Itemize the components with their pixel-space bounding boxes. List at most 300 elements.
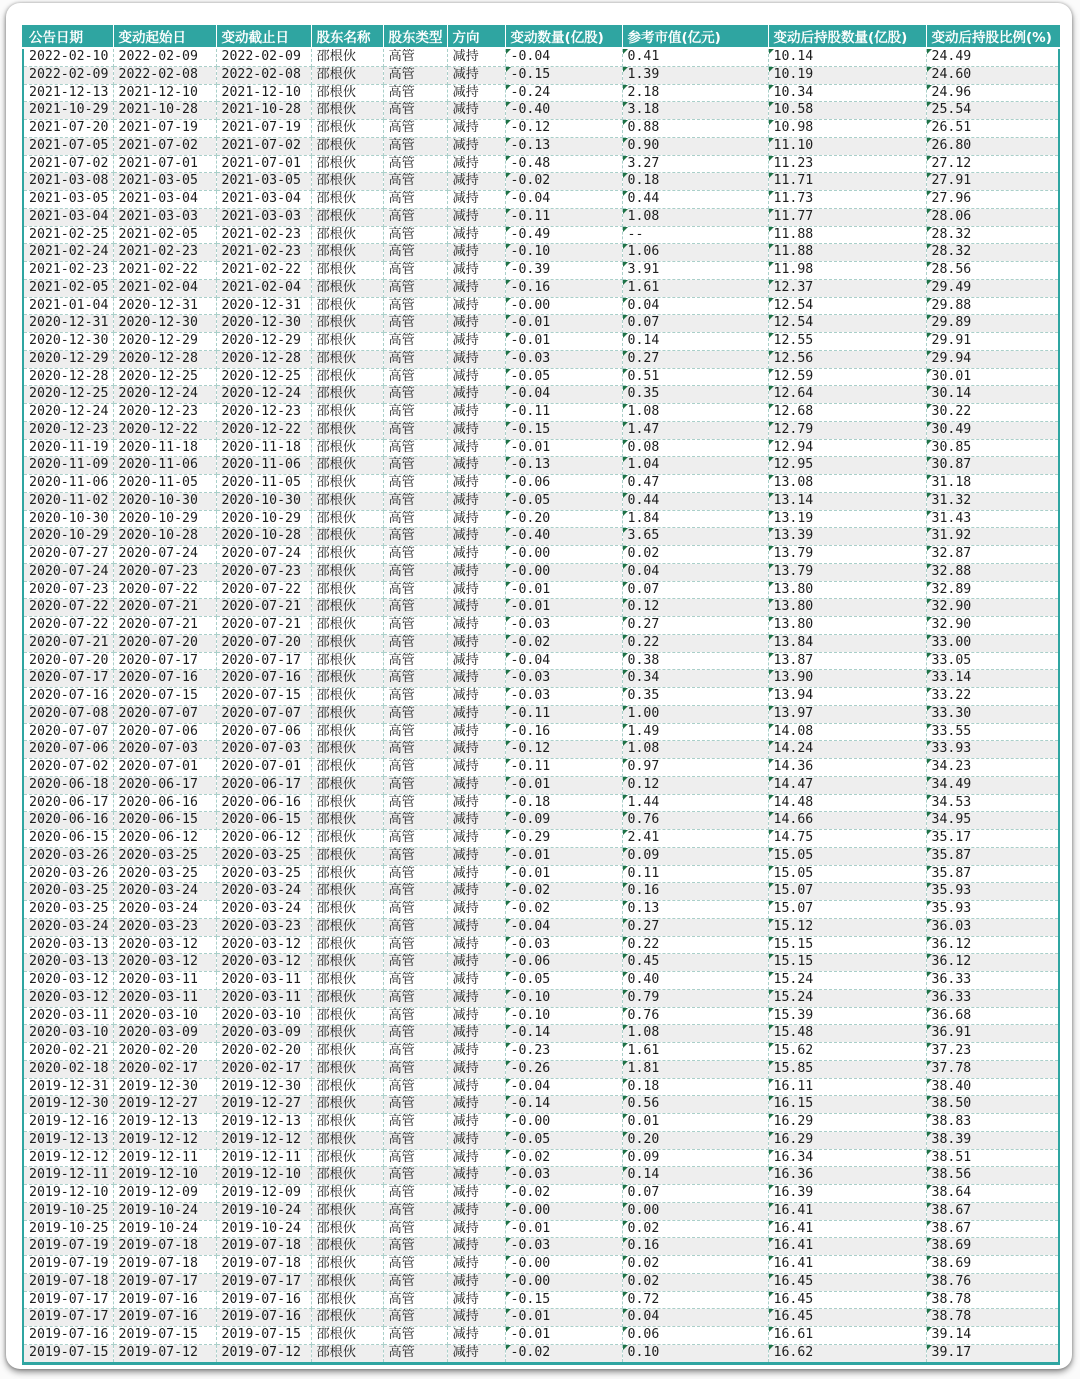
cell-value: 12.64 xyxy=(773,386,814,402)
green-triangle-icon xyxy=(769,369,774,374)
cell xyxy=(447,155,505,173)
cell-value: 高管 xyxy=(388,599,415,615)
cell xyxy=(311,563,383,581)
green-triangle-icon xyxy=(769,280,774,285)
cell-value: 减持 xyxy=(452,599,479,615)
cell-value: 0.27 xyxy=(627,350,660,366)
cell-value: 高管 xyxy=(388,546,415,561)
column-header-4[interactable]: 股东类型 xyxy=(383,25,447,48)
cell-value: 38.78 xyxy=(931,1291,972,1307)
cell xyxy=(622,563,768,581)
cell-value: 2020-03-25 xyxy=(118,865,198,881)
cell xyxy=(447,1043,505,1061)
cell-value: 邵根伙 xyxy=(316,652,357,668)
cell xyxy=(23,120,113,138)
cell xyxy=(113,386,216,404)
cell xyxy=(926,48,1059,66)
cell xyxy=(113,66,216,84)
cell-value: -0.09 xyxy=(510,812,551,828)
green-triangle-icon xyxy=(623,280,628,285)
cell xyxy=(505,741,622,759)
cell xyxy=(383,421,447,439)
cell-value: 2020-11-06 xyxy=(118,457,198,473)
cell-value: 减持 xyxy=(452,1291,479,1307)
cell xyxy=(23,1096,113,1114)
cell-value: 2021-12-10 xyxy=(118,84,198,100)
cell-value: 11.10 xyxy=(773,137,814,153)
cell xyxy=(113,688,216,706)
cell xyxy=(447,262,505,280)
cell xyxy=(113,1167,216,1185)
green-triangle-icon xyxy=(769,493,774,498)
cell-value: 2020-12-24 xyxy=(29,404,109,419)
cell xyxy=(622,475,768,493)
cell xyxy=(216,1327,311,1345)
cell xyxy=(311,475,383,493)
cell xyxy=(383,475,447,493)
cell-value: 24.60 xyxy=(931,66,972,82)
cell-value: -0.05 xyxy=(510,1131,551,1147)
cell xyxy=(216,1256,311,1274)
cell xyxy=(216,48,311,66)
green-triangle-icon xyxy=(927,1327,932,1332)
cell xyxy=(505,546,622,564)
cell xyxy=(505,1220,622,1238)
table-row xyxy=(23,1043,1059,1061)
cell-value: 邵根伙 xyxy=(316,386,357,402)
cell xyxy=(383,137,447,155)
cell-value: 高管 xyxy=(388,404,415,419)
cell xyxy=(216,404,311,422)
cell xyxy=(311,1114,383,1132)
green-triangle-icon xyxy=(506,795,511,800)
cell-value: 高管 xyxy=(388,865,415,881)
cell xyxy=(622,1309,768,1327)
cell xyxy=(768,510,926,528)
cell xyxy=(926,1309,1059,1327)
cell xyxy=(447,759,505,777)
cell xyxy=(926,1131,1059,1149)
cell xyxy=(311,812,383,830)
table-row xyxy=(23,1060,1059,1078)
cell-value: 2020-03-24 xyxy=(221,901,301,916)
green-triangle-icon xyxy=(623,298,628,303)
green-triangle-icon xyxy=(623,1043,628,1048)
cell xyxy=(113,670,216,688)
table-row xyxy=(23,918,1059,936)
cell-value: 33.00 xyxy=(931,634,972,650)
green-triangle-icon xyxy=(927,919,932,924)
cell-value: 2019-12-13 xyxy=(118,1114,198,1129)
cell-value: 0.13 xyxy=(627,901,660,916)
green-triangle-icon xyxy=(769,262,774,267)
cell-value: 2019-12-09 xyxy=(221,1185,301,1200)
cell xyxy=(505,226,622,244)
cell xyxy=(447,599,505,617)
cell-value: 2020-12-25 xyxy=(221,368,301,384)
cell xyxy=(768,1185,926,1203)
cell xyxy=(505,1167,622,1185)
cell xyxy=(216,1078,311,1096)
cell xyxy=(383,1344,447,1363)
cell-value: 36.91 xyxy=(931,1025,972,1041)
cell-value: 高管 xyxy=(388,794,415,810)
column-header-8[interactable]: 变动后持股数量(亿股) xyxy=(768,25,926,48)
column-header-3[interactable]: 股东名称 xyxy=(311,25,383,48)
cell xyxy=(505,759,622,777)
cell-value: 2020-07-01 xyxy=(221,759,301,774)
cell xyxy=(505,1238,622,1256)
cell xyxy=(505,262,622,280)
cell-value: -0.03 xyxy=(510,350,551,366)
column-header-7[interactable]: 参考市值(亿元) xyxy=(622,25,768,48)
cell-value: 16.41 xyxy=(773,1238,814,1254)
cell xyxy=(926,1256,1059,1274)
cell-value: 0.76 xyxy=(627,1007,660,1023)
green-triangle-icon xyxy=(927,475,932,480)
cell xyxy=(768,368,926,386)
cell-value: 36.33 xyxy=(931,972,972,987)
cell-value: 高管 xyxy=(388,191,415,206)
cell-value: 2020-07-22 xyxy=(29,617,109,632)
cell-value: 减持 xyxy=(452,1096,479,1112)
green-triangle-icon xyxy=(506,67,511,72)
cell-value: -0.00 xyxy=(510,1114,551,1129)
cell xyxy=(505,333,622,351)
cell xyxy=(622,155,768,173)
cell xyxy=(113,1060,216,1078)
cell-value: 减持 xyxy=(452,244,479,260)
cell xyxy=(926,723,1059,741)
cell xyxy=(311,528,383,546)
cell-value: 2020-07-03 xyxy=(118,741,198,757)
cell-value: 0.97 xyxy=(627,759,660,774)
cell-value: 高管 xyxy=(388,528,415,544)
cell xyxy=(23,155,113,173)
cell xyxy=(113,48,216,66)
cell-value: -0.05 xyxy=(510,972,551,987)
cell-value: 13.79 xyxy=(773,546,814,561)
cell-value: 27.12 xyxy=(931,155,972,171)
cell-value: 2020-11-18 xyxy=(118,439,198,455)
cell xyxy=(383,546,447,564)
cell-value: 14.47 xyxy=(773,776,814,792)
cell xyxy=(311,1327,383,1345)
cell-value: 13.19 xyxy=(773,510,814,526)
green-triangle-icon xyxy=(506,724,511,729)
cell xyxy=(113,972,216,990)
cell xyxy=(926,705,1059,723)
cell-value: 2020-03-12 xyxy=(29,989,109,1005)
cell xyxy=(447,208,505,226)
green-triangle-icon xyxy=(927,1185,932,1190)
table-row xyxy=(23,936,1059,954)
cell xyxy=(23,279,113,297)
cell-value: 0.79 xyxy=(627,989,660,1005)
cell-value: -0.02 xyxy=(510,883,551,899)
cell-value: -0.01 xyxy=(510,865,551,881)
green-triangle-icon xyxy=(623,564,628,569)
green-triangle-icon xyxy=(769,120,774,125)
cell xyxy=(383,1025,447,1043)
cell xyxy=(23,386,113,404)
cell xyxy=(926,1344,1059,1363)
cell xyxy=(216,1344,311,1363)
cell-value: 24.49 xyxy=(931,49,972,64)
cell-value: -0.16 xyxy=(510,279,551,295)
cell-value: 15.05 xyxy=(773,865,814,881)
green-triangle-icon xyxy=(623,422,628,427)
cell xyxy=(768,528,926,546)
green-triangle-icon xyxy=(769,1327,774,1332)
green-triangle-icon xyxy=(927,866,932,871)
cell-value: 2020-03-10 xyxy=(29,1025,109,1041)
cell xyxy=(926,989,1059,1007)
cell-value: 邵根伙 xyxy=(316,1327,357,1342)
cell-value: 32.90 xyxy=(931,599,972,615)
cell xyxy=(447,48,505,66)
table-row xyxy=(23,759,1059,777)
cell xyxy=(311,386,383,404)
cell xyxy=(113,120,216,138)
cell-value: 2021-02-05 xyxy=(29,279,109,295)
cell-value: 2020-07-03 xyxy=(221,741,301,757)
cell-value: 2019-10-24 xyxy=(118,1220,198,1236)
green-triangle-icon xyxy=(506,1079,511,1084)
green-triangle-icon xyxy=(506,848,511,853)
cell xyxy=(768,1327,926,1345)
cell-value: 2021-07-01 xyxy=(221,155,301,171)
cell-value: -0.10 xyxy=(510,1007,551,1023)
cell xyxy=(383,705,447,723)
column-header-1[interactable]: 变动起始日 xyxy=(113,25,216,48)
cell-value: 减持 xyxy=(452,1043,479,1058)
green-triangle-icon xyxy=(623,1309,628,1314)
cell-value: 0.09 xyxy=(627,1149,660,1165)
cell xyxy=(768,1256,926,1274)
cell xyxy=(505,901,622,919)
green-triangle-icon xyxy=(769,670,774,675)
cell-value: 邵根伙 xyxy=(316,972,357,987)
cell xyxy=(622,1256,768,1274)
green-triangle-icon xyxy=(769,1150,774,1155)
green-triangle-icon xyxy=(506,422,511,427)
green-triangle-icon xyxy=(623,440,628,445)
cell-value: 3.65 xyxy=(627,528,660,544)
cell xyxy=(768,350,926,368)
cell-value: 减持 xyxy=(452,457,479,473)
cell-value: 高管 xyxy=(388,315,415,331)
cell-value: 减持 xyxy=(452,1060,479,1076)
cell-value: 30.14 xyxy=(931,386,972,402)
cell xyxy=(23,102,113,120)
cell-value: -0.00 xyxy=(510,1273,551,1289)
cell-value: 2021-07-01 xyxy=(118,155,198,171)
table-row xyxy=(23,989,1059,1007)
cell xyxy=(383,1309,447,1327)
cell-value: 11.77 xyxy=(773,208,814,224)
cell xyxy=(216,457,311,475)
column-header-9[interactable]: 变动后持股比例(%) xyxy=(926,25,1059,48)
cell xyxy=(216,1096,311,1114)
column-header-0[interactable]: 公告日期 xyxy=(23,25,113,48)
cell xyxy=(926,741,1059,759)
cell-value: 高管 xyxy=(388,581,415,597)
cell-value: 0.41 xyxy=(627,49,660,64)
cell-value: 0.90 xyxy=(627,137,660,153)
cell xyxy=(622,865,768,883)
cell-value: 33.14 xyxy=(931,670,972,686)
cell xyxy=(113,741,216,759)
cell xyxy=(768,723,926,741)
cell xyxy=(216,581,311,599)
cell-value: 邵根伙 xyxy=(316,1220,357,1236)
green-triangle-icon xyxy=(769,67,774,72)
cell-value: 1.08 xyxy=(627,404,660,419)
cell-value: -0.23 xyxy=(510,1043,551,1058)
cell xyxy=(505,1025,622,1043)
cell xyxy=(113,350,216,368)
cell xyxy=(216,1273,311,1291)
cell xyxy=(23,1238,113,1256)
green-triangle-icon xyxy=(927,422,932,427)
cell xyxy=(768,439,926,457)
cell-value: 减持 xyxy=(452,1202,479,1218)
cell xyxy=(768,1238,926,1256)
green-triangle-icon xyxy=(623,777,628,782)
cell-value: -0.11 xyxy=(510,208,551,224)
cell-value: 16.29 xyxy=(773,1114,814,1129)
green-triangle-icon xyxy=(769,795,774,800)
cell-value: 2019-12-11 xyxy=(118,1149,198,1165)
green-triangle-icon xyxy=(506,582,511,587)
cell xyxy=(113,262,216,280)
cell-value: 2020-07-27 xyxy=(29,546,109,561)
cell xyxy=(383,528,447,546)
cell xyxy=(622,333,768,351)
cell xyxy=(23,1327,113,1345)
cell xyxy=(505,475,622,493)
cell-value: 2021-07-19 xyxy=(118,120,198,135)
cell-value: 2021-10-28 xyxy=(118,102,198,118)
green-triangle-icon xyxy=(506,85,511,90)
cell xyxy=(768,1007,926,1025)
cell xyxy=(113,847,216,865)
cell xyxy=(311,155,383,173)
cell-value: -- xyxy=(627,226,644,242)
green-triangle-icon xyxy=(927,1061,932,1066)
cell xyxy=(383,741,447,759)
cell-value: 15.24 xyxy=(773,972,814,987)
cell xyxy=(926,457,1059,475)
column-header-6[interactable]: 变动数量(亿股) xyxy=(505,25,622,48)
cell-value: 27.96 xyxy=(931,191,972,206)
cell xyxy=(113,528,216,546)
cell xyxy=(768,421,926,439)
cell-value: 2019-10-24 xyxy=(221,1220,301,1236)
cell-value: 2020-07-24 xyxy=(221,546,301,561)
table-row xyxy=(23,1291,1059,1309)
cell xyxy=(768,670,926,688)
cell xyxy=(383,48,447,66)
cell-value: 2020-07-20 xyxy=(221,634,301,650)
cell-value: 2021-03-04 xyxy=(221,191,301,206)
cell xyxy=(926,1043,1059,1061)
green-triangle-icon xyxy=(769,1114,774,1119)
cell xyxy=(216,1238,311,1256)
cell-value: -0.01 xyxy=(510,776,551,792)
cell-value: 减持 xyxy=(452,510,479,526)
cell xyxy=(113,1309,216,1327)
cell-value: 减持 xyxy=(452,528,479,544)
cell-value: 16.41 xyxy=(773,1202,814,1218)
cell-value: 减持 xyxy=(452,847,479,863)
table-row xyxy=(23,262,1059,280)
cell-value: 2021-02-23 xyxy=(221,244,301,260)
cell-value: 15.24 xyxy=(773,989,814,1005)
cell-value: 13.08 xyxy=(773,475,814,490)
cell xyxy=(926,279,1059,297)
column-header-2[interactable]: 变动截止日 xyxy=(216,25,311,48)
cell-value: -0.04 xyxy=(510,1078,551,1094)
cell xyxy=(23,1078,113,1096)
cell xyxy=(622,723,768,741)
cell-value: 减持 xyxy=(452,918,479,934)
cell-value: 高管 xyxy=(388,350,415,366)
cell-value: 29.89 xyxy=(931,315,972,331)
cell xyxy=(311,901,383,919)
cell xyxy=(926,297,1059,315)
green-triangle-icon xyxy=(927,191,932,196)
cell-value: 2020-07-22 xyxy=(221,581,301,597)
cell xyxy=(447,421,505,439)
table-row xyxy=(23,155,1059,173)
cell-value: 邵根伙 xyxy=(316,1238,357,1254)
cell-value: 2019-07-15 xyxy=(118,1327,198,1342)
column-header-5[interactable]: 方向 xyxy=(447,25,505,48)
green-triangle-icon xyxy=(927,1079,932,1084)
cell-value: 2019-07-18 xyxy=(29,1273,109,1289)
green-triangle-icon xyxy=(506,1114,511,1119)
cell-value: 邵根伙 xyxy=(316,208,357,224)
green-triangle-icon xyxy=(769,1309,774,1314)
green-triangle-icon xyxy=(506,653,511,658)
cell-value: 减持 xyxy=(452,794,479,810)
green-triangle-icon xyxy=(506,1132,511,1137)
cell xyxy=(505,1273,622,1291)
cell-value: 邵根伙 xyxy=(316,137,357,153)
green-triangle-icon xyxy=(506,1150,511,1155)
cell-value: 减持 xyxy=(452,492,479,508)
cell-value: 2.41 xyxy=(627,830,660,845)
cell-value: 1.08 xyxy=(627,208,660,224)
green-triangle-icon xyxy=(769,1043,774,1048)
cell xyxy=(23,634,113,652)
cell-value: 减持 xyxy=(452,84,479,100)
green-triangle-icon xyxy=(769,386,774,391)
cell xyxy=(447,1344,505,1363)
cell xyxy=(113,315,216,333)
cell-value: 0.76 xyxy=(627,812,660,828)
cell-value: 0.04 xyxy=(627,563,660,579)
green-triangle-icon xyxy=(769,706,774,711)
cell-value: -0.03 xyxy=(510,688,551,703)
cell xyxy=(622,262,768,280)
cell-value: 1.61 xyxy=(627,1043,660,1058)
green-triangle-icon xyxy=(506,670,511,675)
green-triangle-icon xyxy=(927,1292,932,1297)
green-triangle-icon xyxy=(927,369,932,374)
